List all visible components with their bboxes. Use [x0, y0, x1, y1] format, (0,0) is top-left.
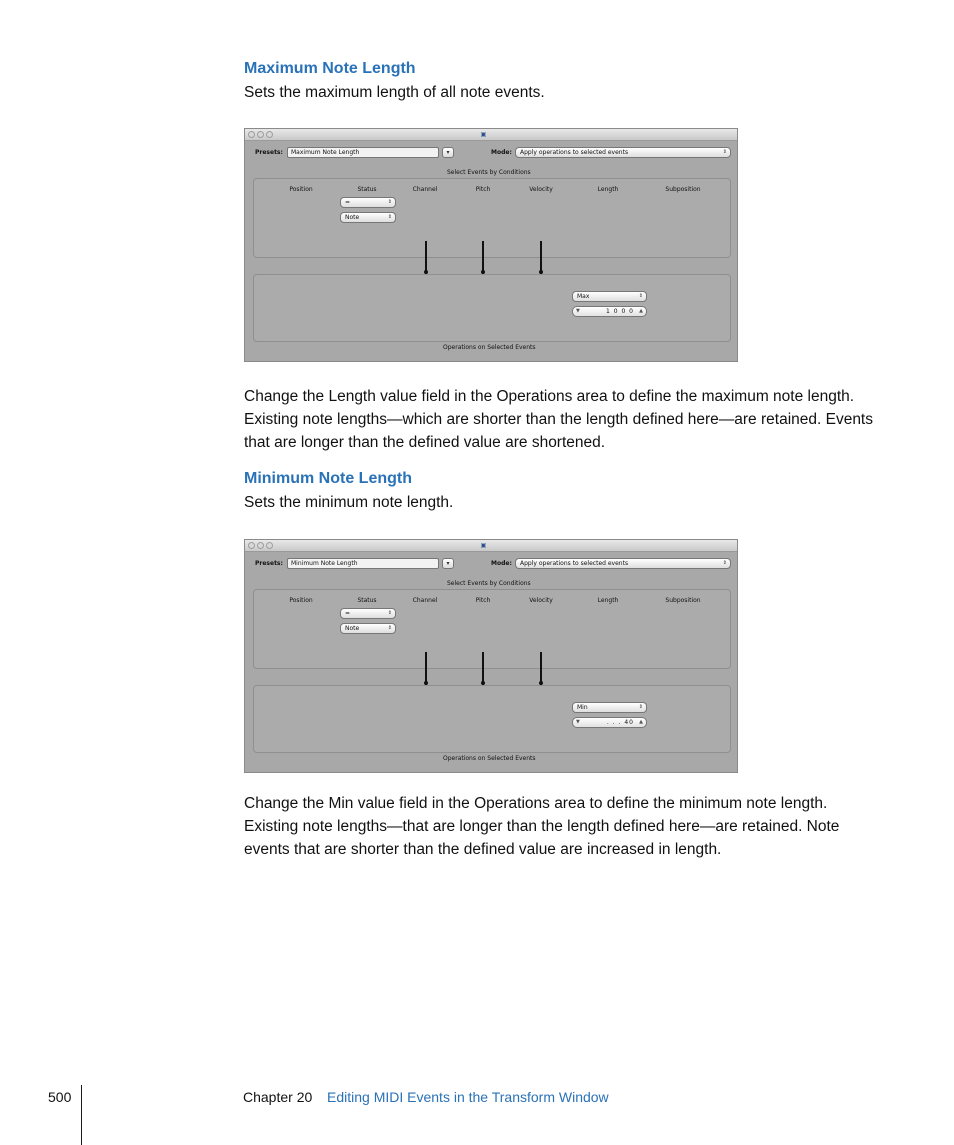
length-value-field[interactable] — [572, 717, 647, 728]
operations-title: Operations on Selected Events — [443, 344, 536, 351]
column-pitch: Pitch — [475, 186, 491, 193]
updown-arrow-icon: ⇕ — [387, 214, 392, 220]
increment-arrow-icon[interactable]: ▲ — [639, 719, 643, 725]
section-heading-maximum-note-length: Maximum Note Length — [244, 60, 416, 77]
updown-arrow-icon: ⇕ — [638, 704, 643, 710]
length-operation-value: Max — [577, 293, 590, 300]
column-velocity: Velocity — [529, 597, 553, 604]
increment-arrow-icon[interactable]: ▲ — [639, 308, 643, 314]
chevron-down-icon: ▾ — [446, 149, 450, 156]
column-status: Status — [357, 597, 377, 604]
length-operation-select[interactable] — [572, 291, 647, 302]
window-title-bar — [245, 540, 737, 552]
operations-area — [253, 274, 731, 342]
updown-arrow-icon: ⇕ — [387, 610, 392, 616]
document-icon: ▣ — [480, 542, 487, 549]
minimize-window-button[interactable] — [257, 542, 264, 549]
mode-select[interactable] — [515, 147, 731, 158]
column-pitch: Pitch — [475, 597, 491, 604]
conditions-title: Select Events by Conditions — [447, 580, 531, 587]
window-title-bar — [245, 129, 737, 141]
column-position: Position — [289, 597, 313, 604]
operations-area — [253, 685, 731, 753]
length-value-field[interactable] — [572, 306, 647, 317]
updown-arrow-icon: ⇕ — [722, 560, 727, 566]
section-heading-minimum-note-length: Minimum Note Length — [244, 470, 412, 487]
updown-arrow-icon: ⇕ — [387, 625, 392, 631]
column-subposition: Subposition — [665, 186, 701, 193]
minimize-window-button[interactable] — [257, 131, 264, 138]
presets-menu-button[interactable] — [442, 558, 454, 569]
zoom-window-button[interactable] — [266, 542, 273, 549]
close-window-button[interactable] — [248, 131, 255, 138]
updown-arrow-icon: ⇕ — [638, 293, 643, 299]
conditions-area — [253, 589, 731, 669]
conditions-area — [253, 178, 731, 258]
updown-arrow-icon: ⇕ — [722, 149, 727, 155]
updown-arrow-icon: ⇕ — [387, 199, 392, 205]
footer-divider — [81, 1085, 82, 1145]
document-icon: ▣ — [480, 131, 487, 138]
column-channel: Channel — [412, 597, 438, 604]
presets-field[interactable]: Minimum Note Length — [287, 558, 439, 569]
section-description: Sets the minimum note length. — [244, 494, 454, 511]
section-description: Sets the maximum length of all note events. — [244, 84, 545, 101]
column-subposition: Subposition — [665, 597, 701, 604]
length-value: 1 0 0 0 — [606, 308, 634, 315]
chevron-down-icon: ▾ — [446, 560, 450, 567]
column-position: Position — [289, 186, 313, 193]
transform-window-minimum — [244, 539, 738, 773]
length-operation-value: Min — [577, 704, 588, 711]
decrement-arrow-icon[interactable]: ▼ — [576, 719, 580, 725]
footer-chapter: Chapter 20 — [243, 1089, 313, 1105]
mode-select-value: Apply operations to selected events — [520, 149, 629, 156]
column-status: Status — [357, 186, 377, 193]
column-channel: Channel — [412, 186, 438, 193]
column-length: Length — [597, 186, 619, 193]
section-paragraph: Change the Length value field in the Operations area to define the maximum note length. Existing note lengths—which are shorter than the length defined here—are retained. Events that are longer than the defined value are shortened. — [244, 388, 873, 451]
mode-label: Mode: — [491, 149, 512, 156]
column-length: Length — [597, 597, 619, 604]
page-number: 500 — [48, 1089, 72, 1105]
mode-select-value: Apply operations to selected events — [520, 560, 629, 567]
mode-label: Mode: — [491, 560, 512, 567]
operations-title: Operations on Selected Events — [443, 755, 536, 762]
presets-field[interactable]: Maximum Note Length — [287, 147, 439, 158]
status-condition-select[interactable] — [340, 197, 396, 208]
footer-chapter-title[interactable]: Editing MIDI Events in the Transform Window — [327, 1089, 609, 1105]
close-window-button[interactable] — [248, 542, 255, 549]
column-velocity: Velocity — [529, 186, 553, 193]
status-value-select[interactable] — [340, 623, 396, 634]
section-paragraph: Change the Min value field in the Operations area to define the minimum note length. Existing note lengths—that are longer than the length defined here—are retained. Note events that are shorter than the defined value are increased in length. — [244, 795, 840, 858]
presets-label: Presets: — [255, 149, 283, 156]
presets-menu-button[interactable] — [442, 147, 454, 158]
length-operation-select[interactable] — [572, 702, 647, 713]
decrement-arrow-icon[interactable]: ▼ — [576, 308, 580, 314]
transform-window-maximum — [244, 128, 738, 362]
status-value-select[interactable] — [340, 212, 396, 223]
status-value: Note — [345, 214, 360, 221]
status-condition-value: = — [345, 610, 351, 617]
conditions-title: Select Events by Conditions — [447, 169, 531, 176]
status-value: Note — [345, 625, 360, 632]
status-condition-select[interactable] — [340, 608, 396, 619]
presets-label: Presets: — [255, 560, 283, 567]
length-value: . . . 40 — [606, 719, 634, 726]
zoom-window-button[interactable] — [266, 131, 273, 138]
status-condition-value: = — [345, 199, 351, 206]
mode-select[interactable] — [515, 558, 731, 569]
